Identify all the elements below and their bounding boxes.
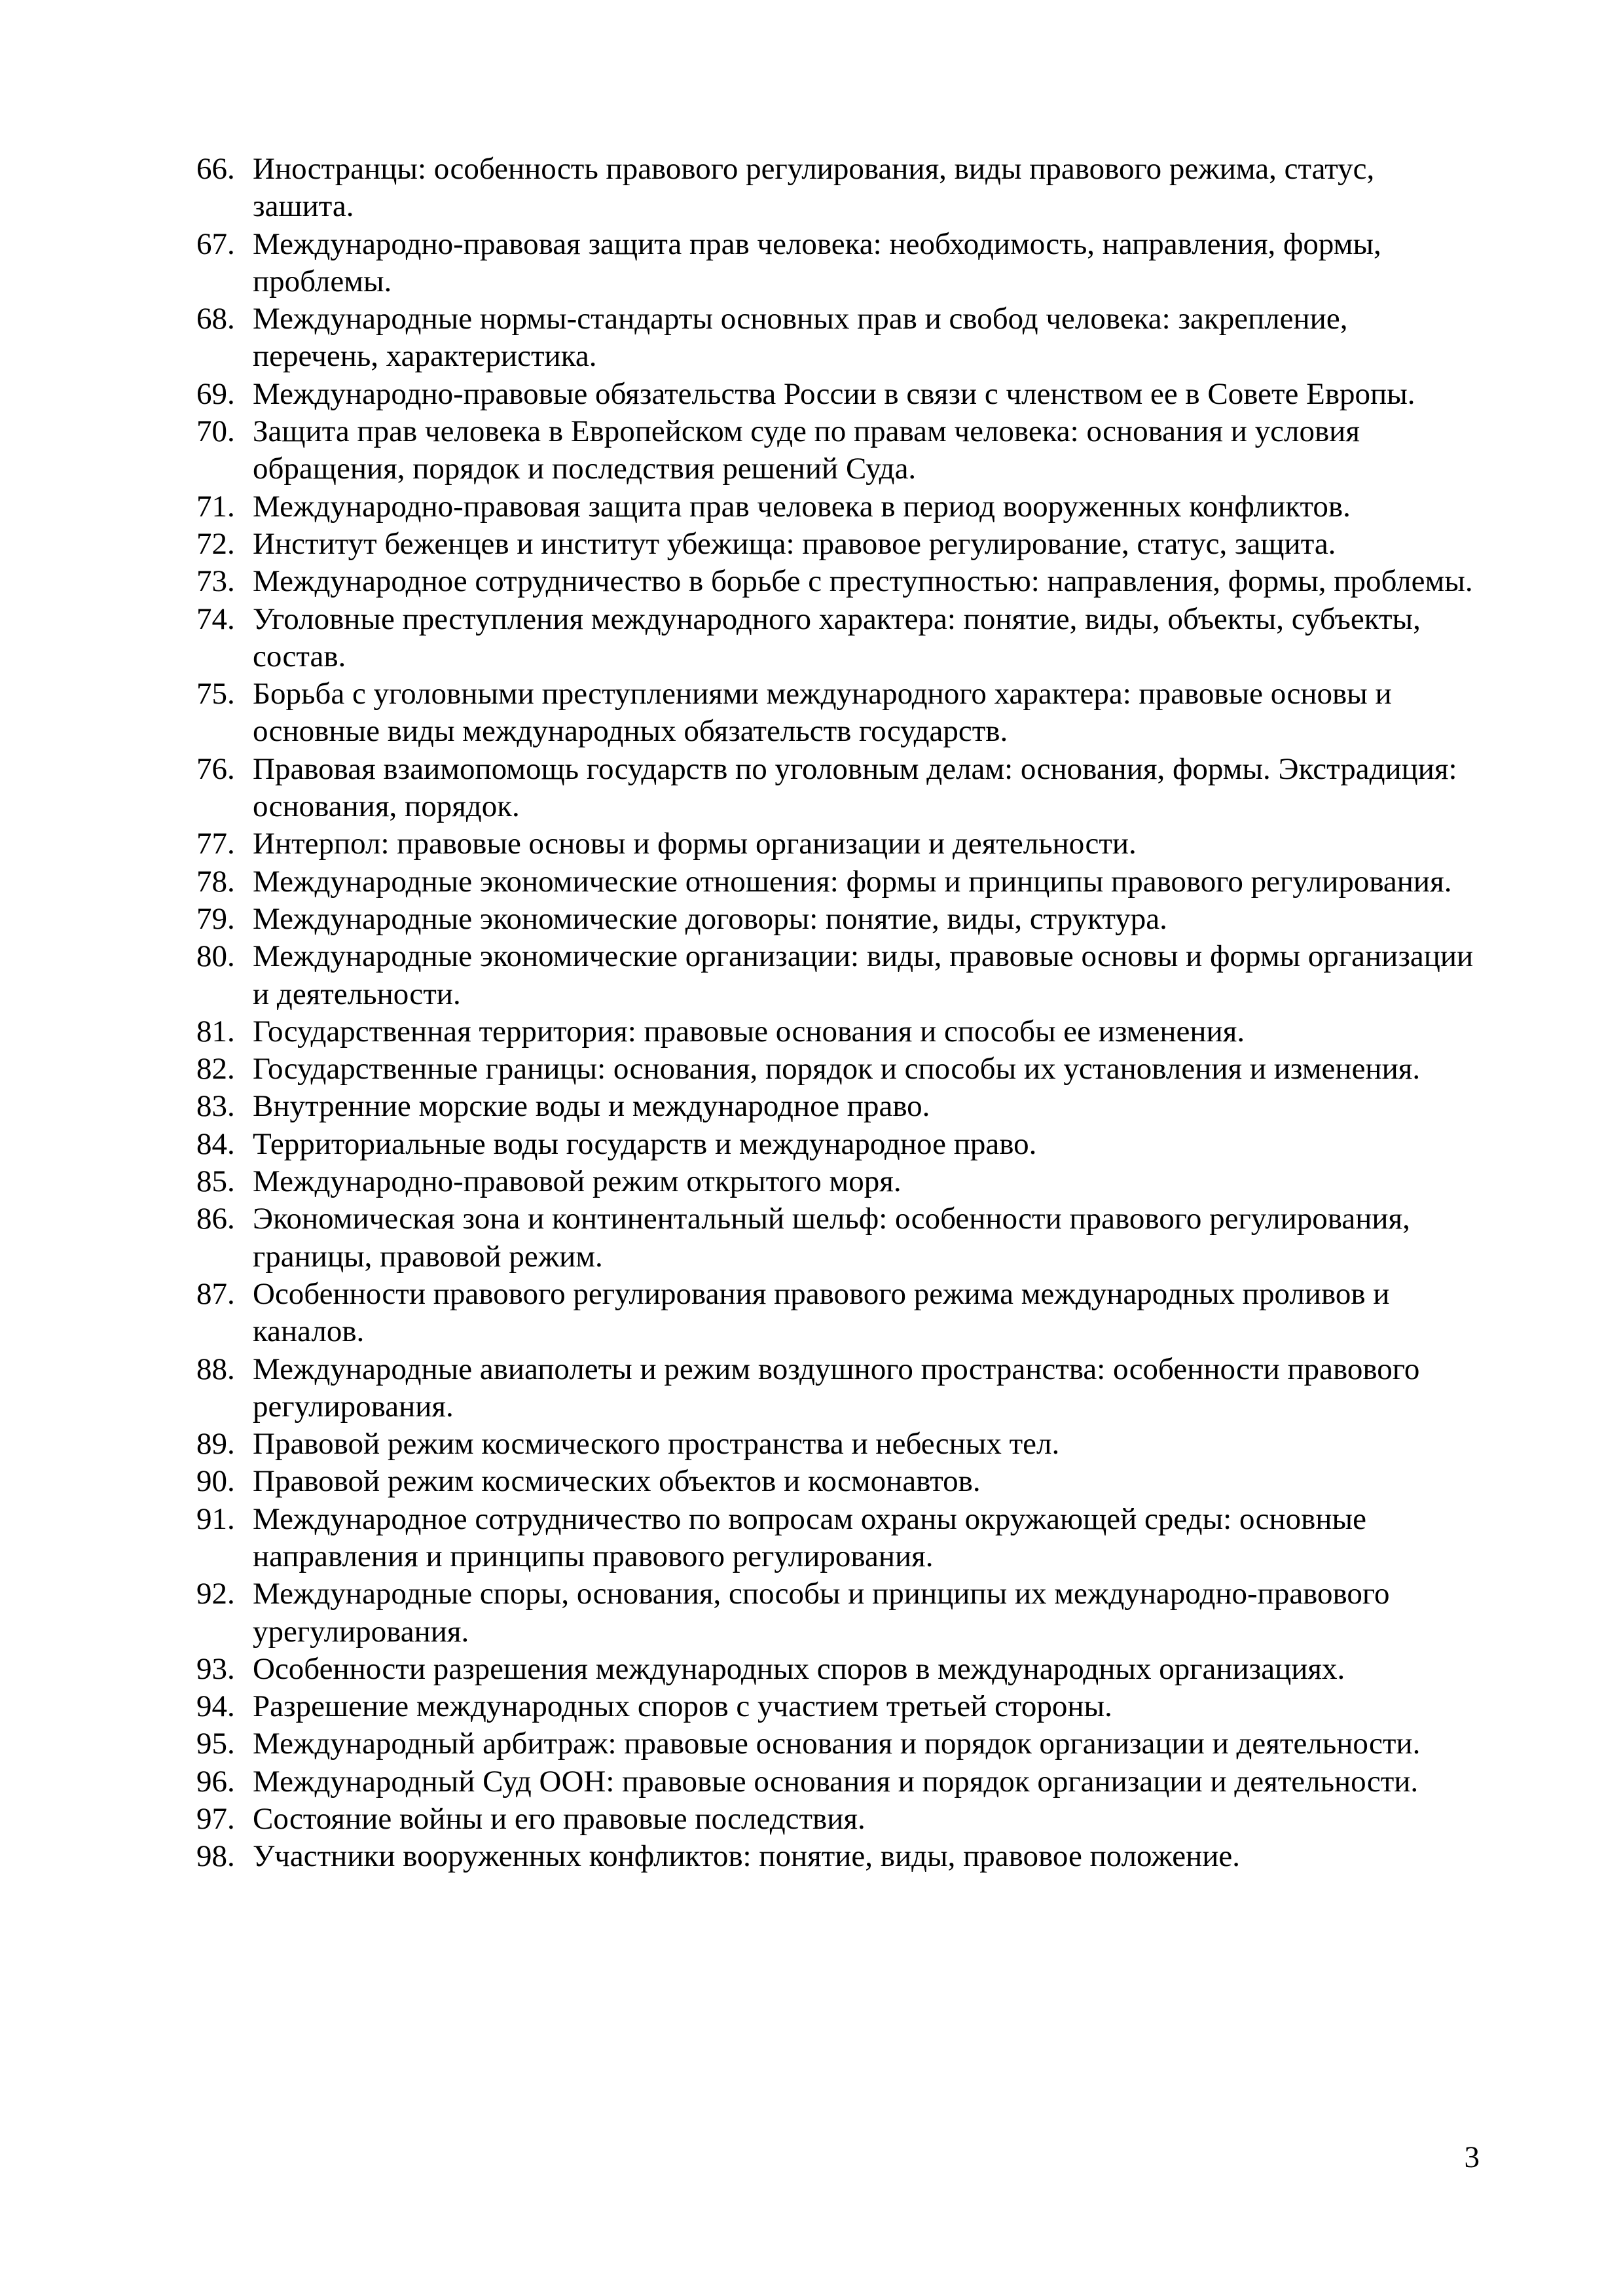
item-text: Разрешение международных споров с участием третьей стороны. — [253, 1689, 1112, 1724]
item-number: 77. — [196, 827, 235, 861]
item-text: Интерпол: правовые основы и формы организации и деятельности. — [253, 827, 1137, 861]
list-item — [196, 1725, 1480, 1763]
item-text: Международные споры, основания, способы и принципы их международно-правового урегулирования. — [253, 1577, 1390, 1649]
list-item — [196, 1463, 1480, 1500]
item-number: 84. — [196, 1126, 235, 1161]
item-number: 92. — [196, 1577, 235, 1611]
list-item — [196, 1688, 1480, 1725]
list-item — [196, 488, 1480, 526]
list-item — [196, 1088, 1480, 1125]
item-text: Государственная территория: правовые основания и способы ее изменения. — [253, 1014, 1245, 1049]
list-item — [196, 675, 1480, 751]
item-number: 78. — [196, 864, 235, 899]
list-item — [196, 1763, 1480, 1801]
item-text: Международно-правовая защита прав человека: необходимость, направления, формы, проблемы. — [253, 226, 1381, 298]
item-text: Международные экономические организации: виды, правовые основы и формы организации и деятельности. — [253, 939, 1474, 1011]
item-text: Международное сотрудничество в борьбе с преступностью: направления, формы, проблемы. — [253, 564, 1473, 599]
item-number: 88. — [196, 1352, 235, 1386]
item-text: Состояние войны и его правовые последствия. — [253, 1802, 866, 1837]
list-item — [196, 1200, 1480, 1276]
item-number: 71. — [196, 489, 235, 524]
item-text: Борьба с уголовными преступлениями международного характера: правовые основы и основные виды международных обязательств государств. — [253, 677, 1392, 749]
item-number: 95. — [196, 1727, 235, 1761]
item-text: Правовая взаимопомощь государств по уголовным делам: основания, формы. Экстрадиция: основания, порядок. — [253, 751, 1457, 824]
item-number: 85. — [196, 1164, 235, 1199]
list-item — [196, 1838, 1480, 1875]
item-text: Международное сотрудничество по вопросам охраны окружающей среды: основные направления и принципы правового регулирования. — [253, 1501, 1366, 1573]
list-item — [196, 751, 1480, 826]
list-item — [196, 901, 1480, 938]
list-item — [196, 1801, 1480, 1838]
item-number: 76. — [196, 751, 235, 786]
item-number: 69. — [196, 376, 235, 411]
list-item — [196, 938, 1480, 1013]
item-text: Правовой режим космического пространства и небесных тел. — [253, 1427, 1060, 1462]
item-text: Особенности правового регулирования правового режима международных проливов и каналов. — [253, 1276, 1390, 1349]
list-item — [196, 1013, 1480, 1050]
item-number: 80. — [196, 939, 235, 974]
item-number: 93. — [196, 1651, 235, 1686]
list-item — [196, 1126, 1480, 1163]
list-item — [196, 1426, 1480, 1463]
list-item — [196, 563, 1480, 600]
item-text: Государственные границы: основания, порядок и способы их установления и изменения. — [253, 1052, 1421, 1086]
item-text: Международный Суд ООН: правовые основания и порядок организации и деятельности. — [253, 1764, 1419, 1799]
question-list — [196, 151, 1480, 1876]
page-number: 3 — [1464, 2140, 1480, 2174]
item-number: 83. — [196, 1089, 235, 1124]
item-text: Территориальные воды государств и международное право. — [253, 1126, 1037, 1161]
list-item — [196, 526, 1480, 563]
item-text: Международно-правовые обязательства России в связи с членством ее в Совете Европы. — [253, 376, 1415, 411]
list-item — [196, 1163, 1480, 1200]
item-text: Экономическая зона и континентальный шельф: особенности правового регулирования, границы, правовой режим. — [253, 1202, 1410, 1274]
item-number: 90. — [196, 1464, 235, 1499]
item-text: Уголовные преступления международного характера: понятие, виды, объекты, субъекты, состав. — [253, 601, 1421, 673]
item-text: Международно-правовой режим открытого моря. — [253, 1164, 902, 1199]
item-text: Международно-правовая защита прав человека в период вооруженных конфликтов. — [253, 489, 1351, 524]
item-text: Правовой режим космических объектов и космонавтов. — [253, 1464, 981, 1499]
list-item — [196, 376, 1480, 413]
item-number: 70. — [196, 414, 235, 449]
item-number: 82. — [196, 1052, 235, 1086]
item-number: 68. — [196, 302, 235, 336]
list-item — [196, 863, 1480, 901]
item-text: Международные авиаполеты и режим воздушного пространства: особенности правового регулирования. — [253, 1352, 1420, 1424]
list-item — [196, 413, 1480, 488]
item-number: 97. — [196, 1802, 235, 1837]
list-item — [196, 226, 1480, 301]
list-item — [196, 825, 1480, 863]
item-text: Участники вооруженных конфликтов: понятие, виды, правовое положение. — [253, 1839, 1241, 1874]
item-text: Международные экономические отношения: формы и принципы правового регулирования. — [253, 864, 1452, 899]
list-item — [196, 1050, 1480, 1088]
item-number: 89. — [196, 1427, 235, 1462]
list-item — [196, 1501, 1480, 1576]
item-text: Защита прав человека в Европейском суде по правам человека: основания и условия обращения, порядок и последствия решений Суда. — [253, 414, 1360, 486]
list-item — [196, 601, 1480, 676]
item-number: 66. — [196, 152, 235, 186]
list-item — [196, 1276, 1480, 1351]
list-item — [196, 1575, 1480, 1651]
list-item — [196, 300, 1480, 376]
item-number: 72. — [196, 526, 235, 561]
item-number: 86. — [196, 1202, 235, 1236]
item-text: Внутренние морские воды и международное право. — [253, 1089, 930, 1124]
item-text: Особенности разрешения международных споров в международных организациях. — [253, 1651, 1345, 1686]
item-number: 96. — [196, 1764, 235, 1799]
item-text: Международные нормы-стандарты основных прав и свобод человека: закрепление, перечень, характеристика. — [253, 302, 1348, 374]
item-number: 98. — [196, 1839, 235, 1874]
list-item — [196, 151, 1480, 226]
list-item — [196, 1651, 1480, 1688]
item-number: 79. — [196, 901, 235, 936]
item-number: 73. — [196, 564, 235, 599]
item-number: 75. — [196, 677, 235, 711]
item-number: 94. — [196, 1689, 235, 1724]
item-text: Международный арбитраж: правовые основания и порядок организации и деятельности. — [253, 1727, 1421, 1761]
item-text: Иностранцы: особенность правового регулирования, виды правового режима, статус, зашита. — [253, 152, 1375, 224]
list-item — [196, 1351, 1480, 1426]
item-number: 87. — [196, 1276, 235, 1311]
item-text: Институт беженцев и институт убежища: правовое регулирование, статус, защита. — [253, 526, 1336, 561]
item-number: 81. — [196, 1014, 235, 1049]
item-number: 67. — [196, 226, 235, 261]
item-number: 91. — [196, 1501, 235, 1536]
item-text: Международные экономические договоры: понятие, виды, структура. — [253, 901, 1167, 936]
item-number: 74. — [196, 601, 235, 636]
